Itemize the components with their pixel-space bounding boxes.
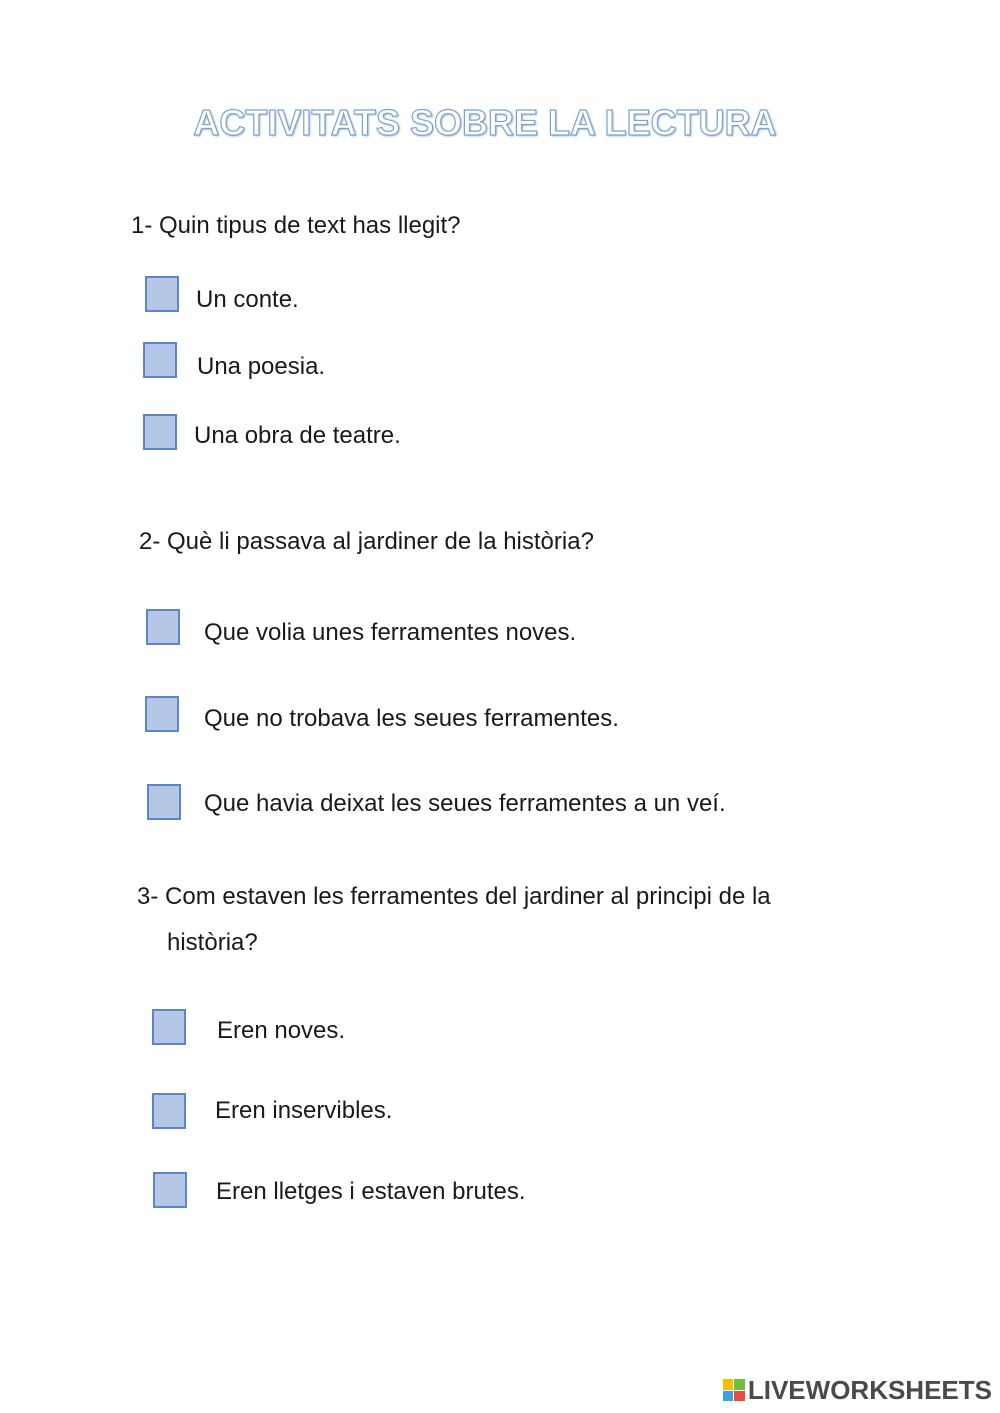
answer-checkbox[interactable] [152,1009,186,1045]
answer-checkbox[interactable] [145,276,179,312]
logo-square [734,1391,745,1402]
option-label: Eren inservibles. [215,1097,393,1124]
question-3 [137,874,771,966]
question-1 [131,203,461,249]
question-text-continuation: història? [167,929,258,956]
question-2 [139,519,594,565]
question-number: 3- [137,883,159,910]
option-label: Una poesia. [197,353,326,380]
question-number: 1- [131,212,153,239]
option-label: Eren noves. [217,1017,346,1044]
option-label: Una obra de teatre. [194,422,401,449]
option-label: Que havia deixat les seues ferramentes a un veí. [204,790,726,817]
option-label: Un conte. [196,286,299,313]
brand-name: LIVEWORKSHEETS [747,1374,992,1405]
question-text: Què li passava al jardiner de la història? [167,528,594,555]
liveworksheets-logo [723,1375,992,1405]
answer-checkbox[interactable] [143,414,177,450]
option-label: Eren lletges i estaven brutes. [216,1178,526,1205]
liveworksheets-icon [723,1379,745,1401]
answer-checkbox[interactable] [152,1093,186,1129]
option-label: Que no trobava les seues ferramentes. [204,705,619,732]
answer-checkbox[interactable] [147,784,181,820]
question-text: Quin tipus de text has llegit? [159,212,461,239]
page-title: ACTIVITATS SOBRE LA LECTURA [193,102,777,143]
answer-checkbox[interactable] [153,1172,187,1208]
answer-checkbox[interactable] [146,609,180,645]
answer-checkbox[interactable] [145,696,179,732]
logo-square [723,1391,734,1402]
logo-square [734,1379,745,1390]
question-number: 2- [139,528,161,555]
option-label: Que volia unes ferramentes noves. [204,619,577,646]
answer-checkbox[interactable] [143,342,177,378]
question-text: Com estaven les ferramentes del jardiner al principi de la [165,883,771,910]
logo-square [723,1379,734,1390]
